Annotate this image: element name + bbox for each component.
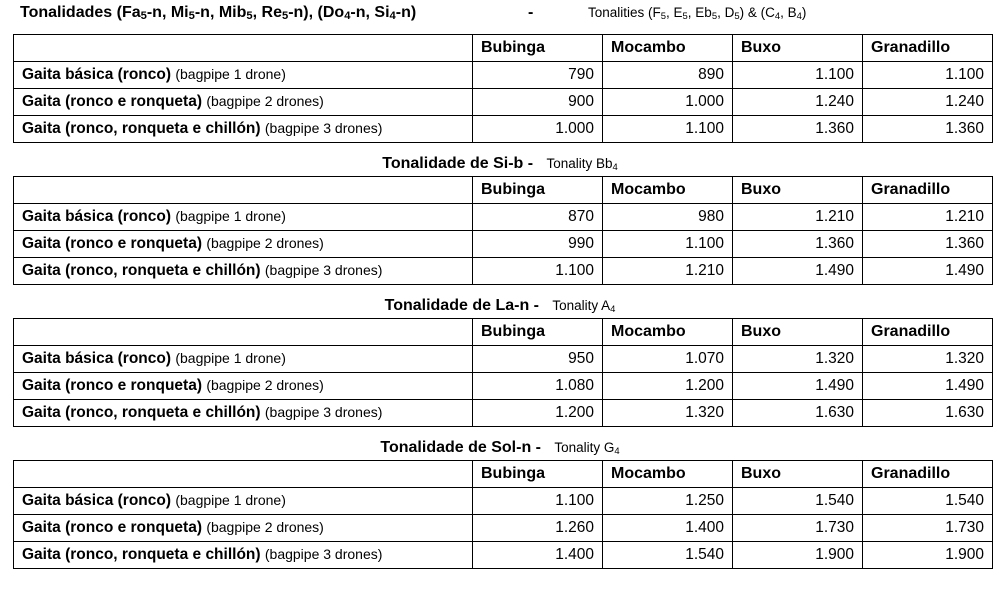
price-cell: 870	[473, 204, 603, 231]
price-cell: 990	[473, 231, 603, 258]
price-cell: 1.320	[733, 346, 863, 373]
section-1-title-pt: Tonalidades ($Fa_5-n$, $Mi_5-n$, Mib$_5$, $Re_5-n$), ($Do_4-n$, $Si_4-n$)	[20, 4, 417, 22]
price-cell: 1.210	[733, 204, 863, 231]
price-cell: 1.260	[473, 515, 603, 542]
price-cell: 1.730	[733, 515, 863, 542]
header-mocambo: Mocambo	[603, 35, 733, 62]
table-row	[14, 515, 993, 542]
section-2-title-pt: Tonalidade de Si-b -	[382, 155, 534, 172]
price-cell: 1.080	[473, 373, 603, 400]
header-buxo: Buxo	[733, 461, 863, 488]
header-bubinga: Bubinga	[473, 319, 603, 346]
row-label: Gaita (ronco, ronqueta e chillón) (bagpipe 3 drones)	[14, 400, 473, 427]
row-label: Gaita (ronco, ronqueta e chillón) (bagpipe 3 drones)	[14, 258, 473, 285]
header-mocambo: Mocambo	[603, 319, 733, 346]
price-cell: 1.490	[863, 373, 993, 400]
section-3-title	[0, 295, 1000, 317]
price-cell: 1.100	[863, 62, 993, 89]
table-row	[14, 204, 993, 231]
section-1-title	[20, 2, 807, 24]
row-label: Gaita básica (ronco) (bagpipe 1 drone)	[14, 62, 473, 89]
price-table-2	[13, 176, 993, 285]
section-1-title-dash: -	[528, 4, 534, 21]
row-label: Gaita básica (ronco) (bagpipe 1 drone)	[14, 204, 473, 231]
section-4-title	[0, 437, 1000, 459]
price-cell: 980	[603, 204, 733, 231]
table-row	[14, 89, 993, 116]
header-blank-cell	[14, 177, 473, 204]
price-cell: 1.900	[863, 542, 993, 569]
price-cell: 1.200	[473, 400, 603, 427]
price-cell: 900	[473, 89, 603, 116]
row-label: Gaita (ronco e ronqueta) (bagpipe 2 drones)	[14, 231, 473, 258]
price-cell: 1.900	[733, 542, 863, 569]
price-cell: 1.320	[863, 346, 993, 373]
price-cell: 1.490	[863, 258, 993, 285]
price-table-1	[13, 34, 993, 143]
table-row	[14, 346, 993, 373]
row-label: Gaita (ronco e ronqueta) (bagpipe 2 drones)	[14, 515, 473, 542]
section-4-title-pt: Tonalidade de Sol-n -	[380, 439, 541, 456]
header-granadillo: Granadillo	[863, 177, 993, 204]
price-cell: 1.210	[863, 204, 993, 231]
price-cell: 1.540	[603, 542, 733, 569]
section-4-title-en: Tonality $G_4$	[554, 440, 620, 457]
table-header-row	[14, 35, 993, 62]
row-label: Gaita (ronco, ronqueta e chillón) (bagpipe 3 drones)	[14, 116, 473, 143]
header-mocambo: Mocambo	[603, 177, 733, 204]
price-cell: 1.540	[863, 488, 993, 515]
table-row	[14, 400, 993, 427]
header-buxo: Buxo	[733, 177, 863, 204]
price-cell: 1.250	[603, 488, 733, 515]
price-cell: 1.100	[473, 488, 603, 515]
price-cell: 1.540	[733, 488, 863, 515]
section-1-title-en: Tonalities ($F_5$, $E_5$, $Eb_5$, $D_5$) & ($C_4$, $B_4$)	[588, 5, 807, 22]
price-cell: 950	[473, 346, 603, 373]
header-buxo: Buxo	[733, 35, 863, 62]
price-cell: 1.630	[733, 400, 863, 427]
row-label: Gaita (ronco, ronqueta e chillón) (bagpipe 3 drones)	[14, 542, 473, 569]
header-bubinga: Bubinga	[473, 35, 603, 62]
price-cell: 1.360	[733, 116, 863, 143]
header-blank-cell	[14, 461, 473, 488]
header-bubinga: Bubinga	[473, 177, 603, 204]
price-cell: 1.070	[603, 346, 733, 373]
header-blank-cell	[14, 319, 473, 346]
price-cell: 1.100	[603, 116, 733, 143]
price-cell: 1.360	[733, 231, 863, 258]
table-row	[14, 258, 993, 285]
table-header-row	[14, 461, 993, 488]
table-row	[14, 231, 993, 258]
price-cell: 1.490	[733, 258, 863, 285]
table-header-row	[14, 177, 993, 204]
price-cell: 1.360	[863, 116, 993, 143]
row-label: Gaita (ronco e ronqueta) (bagpipe 2 drones)	[14, 89, 473, 116]
header-blank-cell	[14, 35, 473, 62]
section-3-title-pt: Tonalidade de La-n -	[384, 297, 539, 314]
row-label: Gaita básica (ronco) (bagpipe 1 drone)	[14, 346, 473, 373]
price-cell: 1.360	[863, 231, 993, 258]
price-cell: 1.000	[603, 89, 733, 116]
price-cell: 1.240	[863, 89, 993, 116]
section-2-title	[0, 153, 1000, 175]
price-cell: 1.100	[733, 62, 863, 89]
header-granadillo: Granadillo	[863, 461, 993, 488]
price-cell: 1.240	[733, 89, 863, 116]
price-cell: 1.200	[603, 373, 733, 400]
header-granadillo: Granadillo	[863, 319, 993, 346]
table-row	[14, 542, 993, 569]
price-cell: 890	[603, 62, 733, 89]
section-3-title-en: Tonality $A_4$	[552, 298, 616, 315]
price-table-4	[13, 460, 993, 569]
header-bubinga: Bubinga	[473, 461, 603, 488]
header-mocambo: Mocambo	[603, 461, 733, 488]
price-cell: 1.100	[473, 258, 603, 285]
price-cell: 1.400	[473, 542, 603, 569]
section-2-title-en: Tonality $Bb_4$	[546, 156, 618, 173]
table-header-row	[14, 319, 993, 346]
price-cell: 1.630	[863, 400, 993, 427]
price-cell: 790	[473, 62, 603, 89]
price-cell: 1.320	[603, 400, 733, 427]
price-cell: 1.100	[603, 231, 733, 258]
header-buxo: Buxo	[733, 319, 863, 346]
price-cell: 1.400	[603, 515, 733, 542]
table-row	[14, 116, 993, 143]
price-cell: 1.490	[733, 373, 863, 400]
row-label: Gaita básica (ronco) (bagpipe 1 drone)	[14, 488, 473, 515]
table-row	[14, 62, 993, 89]
price-cell: 1.730	[863, 515, 993, 542]
row-label: Gaita (ronco e ronqueta) (bagpipe 2 drones)	[14, 373, 473, 400]
price-cell: 1.000	[473, 116, 603, 143]
price-cell: 1.210	[603, 258, 733, 285]
price-table-3	[13, 318, 993, 427]
header-granadillo: Granadillo	[863, 35, 993, 62]
table-row	[14, 488, 993, 515]
table-row	[14, 373, 993, 400]
